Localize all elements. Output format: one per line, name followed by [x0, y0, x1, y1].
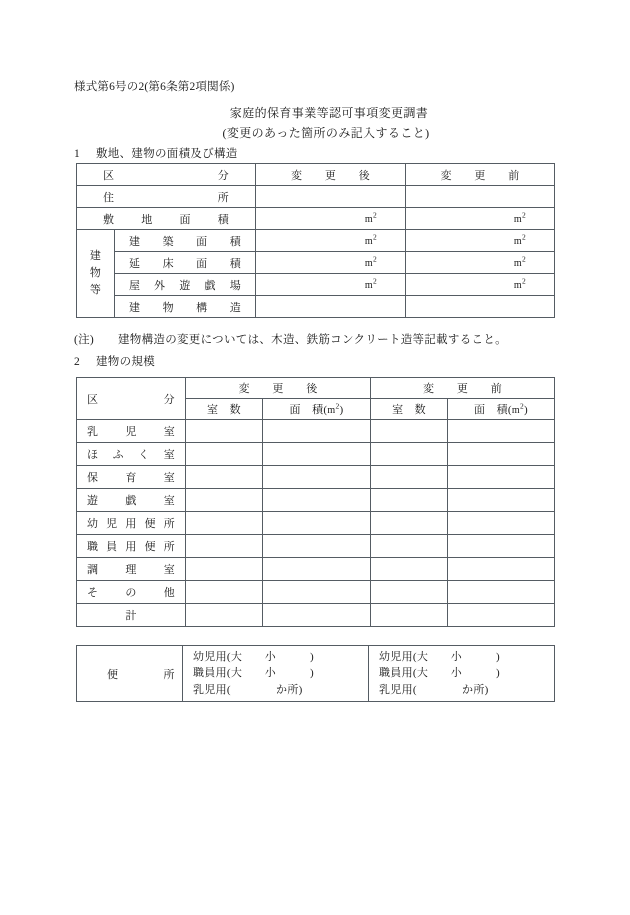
table-row [77, 581, 555, 604]
cell-area-before[interactable] [448, 535, 555, 558]
cell-rooms-before[interactable] [371, 535, 448, 558]
section2-number: 2 [74, 356, 81, 368]
toilet-line-infant: 乳児用( か所) [379, 683, 489, 696]
cell-area-before[interactable] [448, 443, 555, 466]
header-before: 変 更 前 [371, 378, 555, 399]
header-area-before [448, 399, 555, 420]
cell-rooms-after[interactable] [186, 420, 263, 443]
row-label-child-toilet: 幼 児 用 便 所 [77, 512, 186, 535]
cell-rooms-after[interactable] [186, 581, 263, 604]
vlabel-char: 等 [89, 284, 102, 297]
table-row [77, 186, 555, 208]
row-label-building-structure: 建 物 構 造 [115, 296, 256, 318]
cell-building-structure-after[interactable] [256, 296, 406, 318]
cell-area-after[interactable] [263, 535, 371, 558]
cell-rooms-before[interactable] [371, 512, 448, 535]
cell-site-area-before[interactable] [406, 208, 555, 230]
cell-outdoor-playground-after[interactable] [256, 274, 406, 296]
paren-open: ( [507, 404, 512, 416]
cell-rooms-before[interactable] [371, 420, 448, 443]
cell-rooms-before[interactable] [371, 581, 448, 604]
table-row [77, 230, 555, 252]
form-number: 様式第6号の2(第6条第2項関係) [74, 81, 235, 93]
unit-exponent: 2 [521, 209, 526, 219]
row-label-built-area: 建 築 面 積 [115, 230, 256, 252]
unit-meter: m [513, 235, 522, 247]
unit-exponent: 2 [372, 209, 377, 219]
cell-rooms-before[interactable] [371, 558, 448, 581]
table-row [77, 558, 555, 581]
toilet-line-staff: 職員用(大 小 ) [379, 667, 500, 680]
unit-exponent: 2 [521, 253, 526, 263]
unit-exponent: 2 [335, 401, 340, 411]
cell-building-structure-before[interactable] [406, 296, 555, 318]
header-before: 変 更 前 [406, 164, 555, 186]
unit-exponent: 2 [372, 231, 377, 241]
row-label-toilet: 便 所 [77, 646, 183, 702]
unit-exponent: 2 [521, 275, 526, 285]
table-row [77, 489, 555, 512]
site-building-table [76, 163, 555, 318]
unit-meter: m [327, 405, 336, 416]
cell-rooms-before[interactable] [371, 489, 448, 512]
row-label-address: 住 所 [77, 186, 256, 208]
cell-area-before[interactable] [448, 466, 555, 489]
unit-meter: m [364, 235, 373, 247]
table-row-header [77, 164, 555, 186]
cell-area-after[interactable] [263, 512, 371, 535]
header-category: 区 分 [77, 378, 186, 420]
cell-area-after[interactable] [263, 466, 371, 489]
header-area-unit [507, 401, 529, 416]
table-row [77, 443, 555, 466]
row-label-other: そ の 他 [77, 581, 186, 604]
cell-outdoor-playground-before[interactable] [406, 274, 555, 296]
unit-meter: m [364, 257, 373, 269]
table-row [77, 646, 555, 702]
header-area-after [263, 399, 371, 420]
header-area-text: 面 積 [289, 404, 324, 416]
row-label-infant-room: 乳 児 室 [77, 420, 186, 443]
header-after: 変 更 後 [256, 164, 406, 186]
section2-heading [74, 353, 155, 369]
table-row [77, 296, 555, 318]
header-area-unit [323, 401, 344, 416]
table-row-header-group [77, 378, 555, 399]
cell-rooms-after[interactable] [186, 604, 263, 627]
toilet-line-child: 幼児用(大 小 ) [379, 650, 500, 663]
cell-address-after[interactable] [256, 186, 406, 208]
cell-area-before[interactable] [448, 604, 555, 627]
toilet-line-child: 幼児用(大 小 ) [193, 650, 314, 663]
vlabel-char: 物 [89, 266, 102, 279]
row-label-crawling-room: ほ ふ く 室 [77, 443, 186, 466]
table-row [77, 420, 555, 443]
table-row [77, 604, 555, 627]
table-row [77, 274, 555, 296]
section1-heading-text: 敷地、建物の面積及び構造 [96, 148, 238, 160]
toilet-line-staff: 職員用(大 小 ) [193, 667, 314, 680]
cell-area-before[interactable] [448, 581, 555, 604]
paren-close: ) [524, 404, 529, 416]
toilet-line-infant: 乳児用( か所) [193, 683, 303, 696]
cell-rooms-after[interactable] [186, 558, 263, 581]
unit-meter: m [513, 257, 522, 269]
unit-exponent: 2 [372, 275, 377, 285]
cell-area-before[interactable] [448, 558, 555, 581]
cell-rooms-after[interactable] [186, 466, 263, 489]
section1-number: 1 [74, 148, 81, 160]
paren-open: ( [323, 404, 328, 416]
unit-meter: m [513, 279, 522, 291]
cell-rooms-before[interactable] [371, 466, 448, 489]
document-subtitle: (変更のあった箇所のみ記入すること) [222, 126, 430, 140]
row-label-playroom: 遊 戯 室 [77, 489, 186, 512]
row-label-staff-toilet: 職 員 用 便 所 [77, 535, 186, 558]
row-label-nursery-room: 保 育 室 [77, 466, 186, 489]
cell-rooms-after[interactable] [186, 535, 263, 558]
building-scale-table [76, 377, 555, 627]
header-area-text: 面 積 [474, 404, 508, 416]
section1-heading [74, 145, 238, 161]
row-label-total: 計 [77, 604, 186, 627]
cell-area-after[interactable] [263, 443, 371, 466]
section2-heading-text: 建物の規模 [96, 356, 155, 368]
header-rooms-after: 室 数 [186, 399, 263, 420]
cell-total-floor-area-before[interactable] [406, 252, 555, 274]
unit-exponent: 2 [372, 253, 377, 263]
cell-area-after[interactable] [263, 558, 371, 581]
header-category: 区 分 [77, 164, 256, 186]
toilet-table [76, 645, 555, 702]
unit-exponent: 2 [521, 231, 526, 241]
document-title: 家庭的保育事業等認可事項変更調書 [229, 106, 429, 120]
cell-rooms-after[interactable] [186, 443, 263, 466]
paren-close: ) [339, 404, 344, 416]
unit-meter: m [513, 213, 522, 225]
table-row [77, 535, 555, 558]
row-label-site-area: 敷 地 面 積 [77, 208, 256, 230]
cell-built-area-before[interactable] [406, 230, 555, 252]
note-tag: (注) [74, 334, 95, 346]
header-rooms-before: 室 数 [371, 399, 448, 420]
row-label-kitchen: 調 理 室 [77, 558, 186, 581]
cell-rooms-after[interactable] [186, 512, 263, 535]
cell-area-before[interactable] [448, 512, 555, 535]
note-text: 建物構造の変更については、木造、鉄筋コンクリート造等記載すること。 [118, 334, 507, 346]
cell-area-after[interactable] [263, 581, 371, 604]
cell-address-before[interactable] [406, 186, 555, 208]
unit-meter: m [511, 405, 520, 416]
row-group-label-building [77, 230, 115, 318]
cell-area-before[interactable] [448, 489, 555, 512]
unit-meter: m [364, 213, 373, 225]
table-row [77, 208, 555, 230]
cell-area-after[interactable] [263, 420, 371, 443]
cell-rooms-after[interactable] [186, 489, 263, 512]
row-label-total-floor-area: 延 床 面 積 [115, 252, 256, 274]
cell-area-after[interactable] [263, 489, 371, 512]
table-row [77, 512, 555, 535]
cell-total-floor-area-after[interactable] [256, 252, 406, 274]
cell-rooms-before[interactable] [371, 604, 448, 627]
unit-meter: m [364, 279, 373, 291]
vlabel-char: 建 [89, 249, 102, 262]
cell-toilet-after[interactable] [183, 646, 369, 702]
row-label-outdoor-playground: 屋 外 遊 戯 場 [115, 274, 256, 296]
section1-note [74, 331, 507, 347]
table-row [77, 252, 555, 274]
cell-toilet-before[interactable] [369, 646, 555, 702]
header-after: 変 更 後 [186, 378, 371, 399]
cell-area-before[interactable] [448, 420, 555, 443]
cell-site-area-after[interactable] [256, 208, 406, 230]
cell-area-after[interactable] [263, 604, 371, 627]
cell-built-area-after[interactable] [256, 230, 406, 252]
cell-rooms-before[interactable] [371, 443, 448, 466]
table-row [77, 466, 555, 489]
unit-exponent: 2 [519, 401, 525, 411]
